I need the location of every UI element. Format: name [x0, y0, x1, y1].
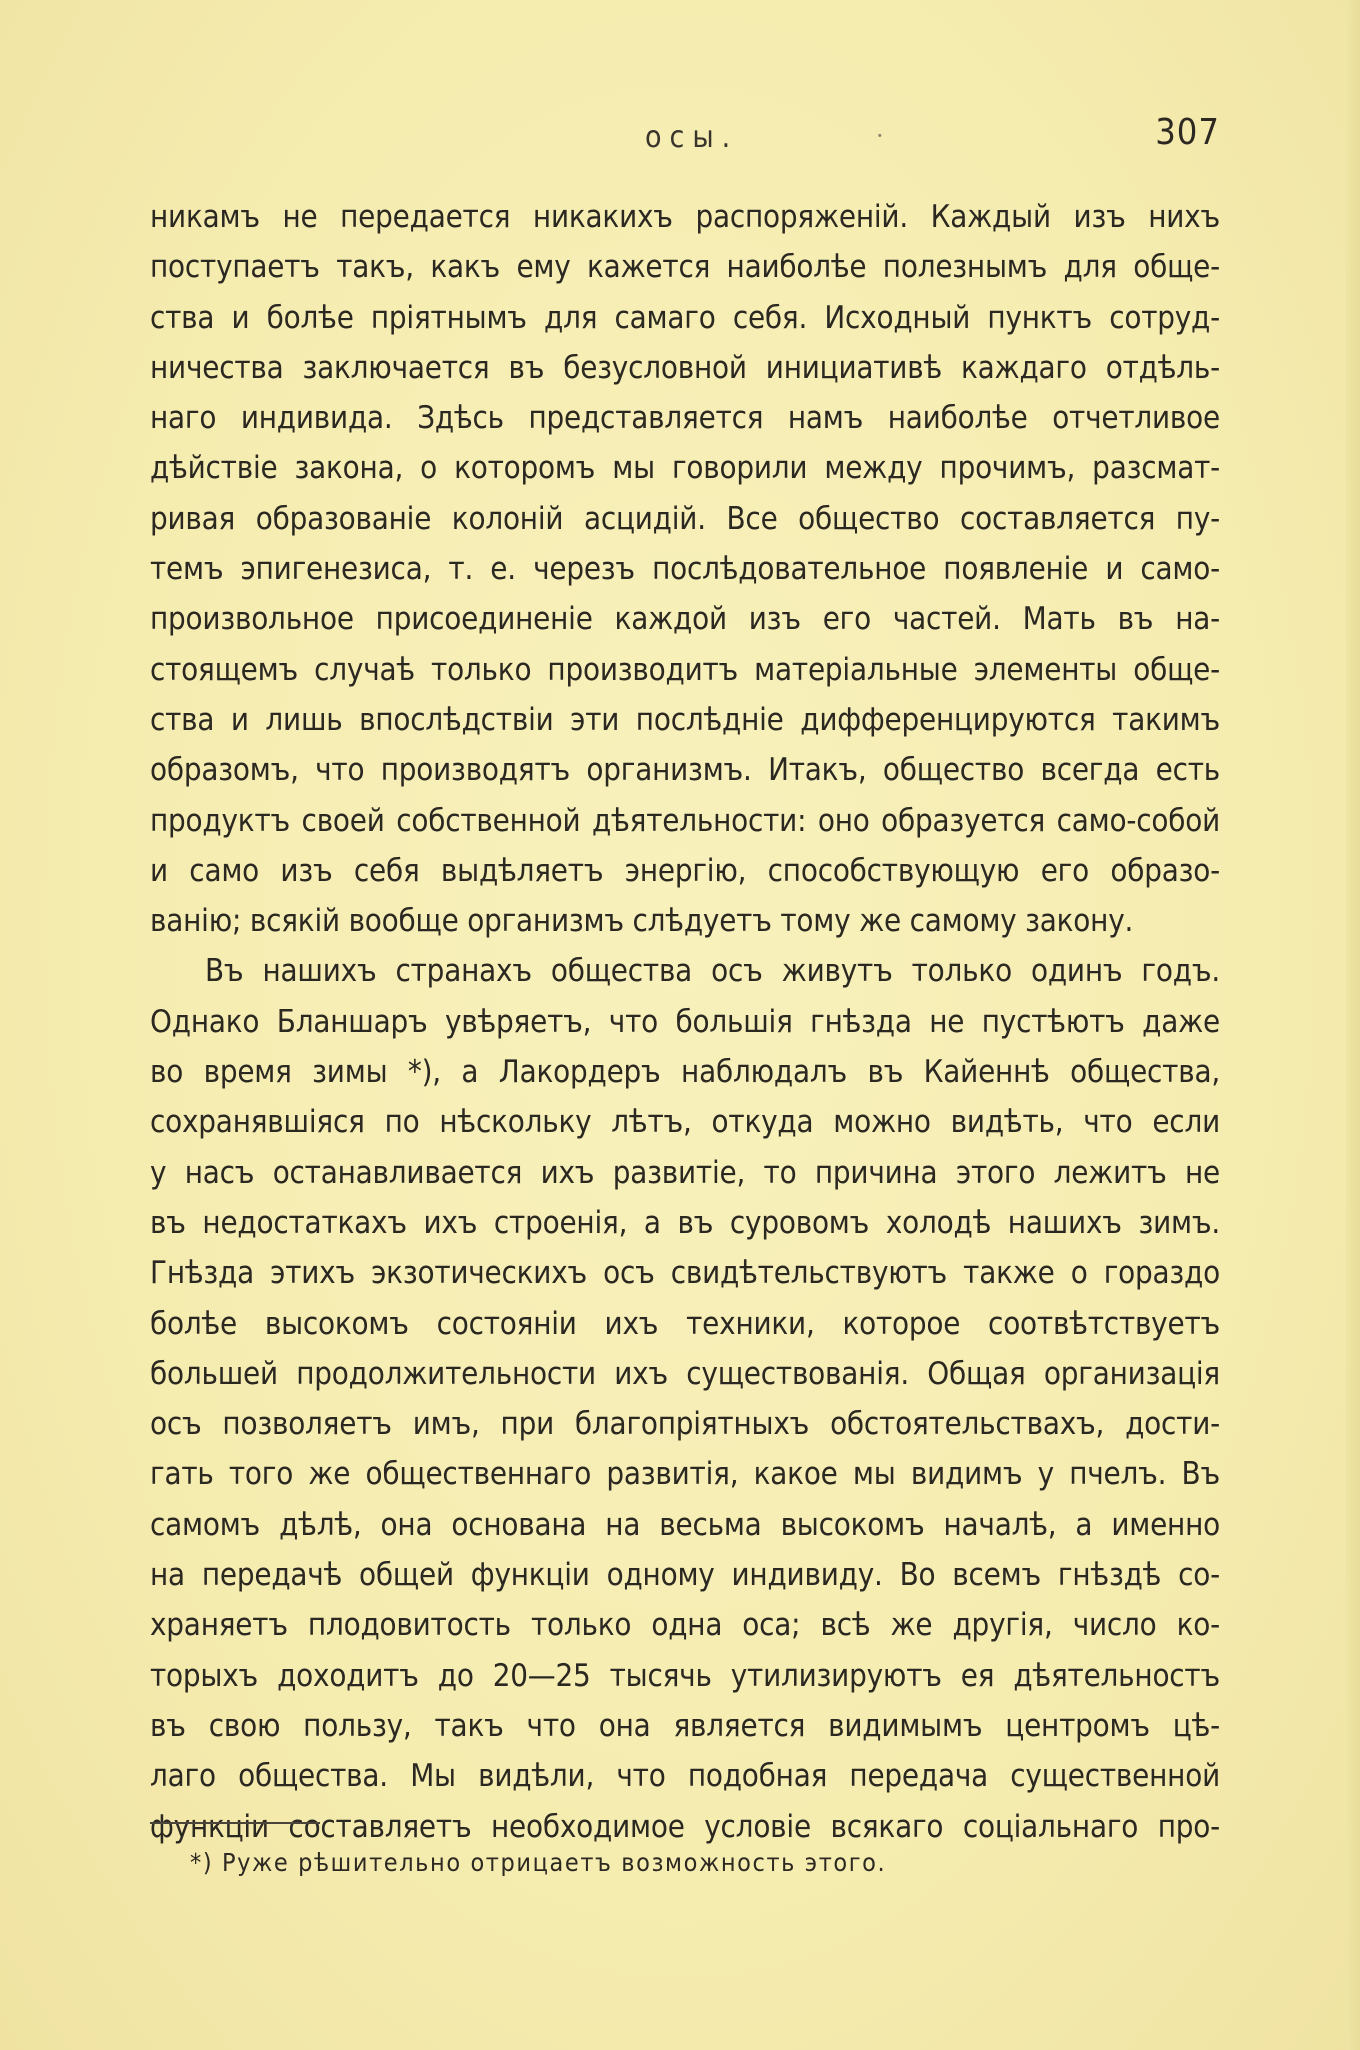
header-dot: · — [876, 122, 884, 150]
text-line: у насъ останавливается ихъ развитіе, то причина этого лежитъ не — [150, 1154, 1220, 1191]
page-number: 307 — [1155, 112, 1220, 153]
text-line: ривая образованіе колоній асцидій. Все общество составляется пу- — [150, 500, 1220, 537]
text-line: ства и лишь впослѣдствіи эти послѣдніе дифференцируются такимъ — [150, 701, 1220, 738]
text-line: поступаетъ такъ, какъ ему кажется наиболѣе полезнымъ для обще- — [150, 249, 1220, 286]
text-line: Въ нашихъ странахъ общества осъ живутъ только одинъ годъ. — [205, 953, 1220, 990]
text-line: образомъ, что производятъ организмъ. Итакъ, общество всегда есть — [150, 752, 1220, 789]
text-line: и само изъ себя выдѣляетъ энергію, способствующую его образо- — [150, 852, 1220, 889]
text-line: осъ позволяетъ имъ, при благопріятныхъ обстоятельствахъ, дости- — [150, 1406, 1220, 1443]
text-line: лаго общества. Мы видѣли, что подобная передача существенной — [150, 1758, 1220, 1795]
page-header — [150, 112, 1220, 162]
text-line: наго индивида. Здѣсь представляется намъ наиболѣе отчетливое — [150, 400, 1220, 437]
text-line: темъ эпигенезиса, т. е. черезъ послѣдовательное появленіе и само- — [150, 551, 1220, 588]
footnote-rule — [150, 1822, 320, 1824]
text-line: во время зимы *), а Лакордеръ наблюдалъ въ Кайеннѣ общества, — [150, 1054, 1220, 1091]
text-line: храняетъ плодовитость только одна оса; всѣ же другія, число ко- — [150, 1607, 1220, 1644]
text-line: въ недостаткахъ ихъ строенія, а въ суровомъ холодѣ нашихъ зимъ. — [150, 1204, 1220, 1241]
text-line: продуктъ своей собственной дѣятельности: оно образуется само-собой — [150, 802, 1220, 839]
text-line: ванію; всякій вообще организмъ слѣдуетъ тому же самому закону. — [150, 903, 1134, 940]
text-line: торыхъ доходитъ до 20—25 тысячь утилизируютъ ея дѣятельностъ — [150, 1657, 1220, 1694]
text-line: Однако Бланшаръ увѣряетъ, что большія гнѣзда не пустѣютъ даже — [150, 1003, 1220, 1040]
text-line: гать того же общественнаго развитія, какое мы видимъ у пчелъ. Въ — [150, 1456, 1220, 1493]
text-line: ства и болѣе пріятнымъ для самаго себя. Исходный пунктъ сотруд- — [150, 299, 1220, 336]
body-text — [150, 192, 1220, 1852]
text-line: сохранявшіяся по нѣскольку лѣтъ, откуда можно видѣть, что если — [150, 1104, 1220, 1141]
running-title: осы. — [645, 120, 739, 155]
text-line: на передачѣ общей функціи одному индивиду. Во всемъ гнѣздѣ со- — [150, 1557, 1220, 1594]
text-line: болѣе высокомъ состояніи ихъ техники, которое соотвѣтствуетъ — [150, 1305, 1220, 1342]
page-edge — [1346, 0, 1360, 2050]
text-line: Гнѣзда этихъ экзотическихъ осъ свидѣтельствуютъ также о гораздо — [150, 1255, 1220, 1292]
text-line: дѣйствіе закона, о которомъ мы говорили между прочимъ, разсмат- — [150, 450, 1220, 487]
text-line: стоящемъ случаѣ только производитъ матеріальные элементы обще- — [150, 651, 1220, 688]
text-line: функціи составляетъ необходимое условіе всякаго соціальнаго про- — [150, 1808, 1220, 1845]
text-line: большей продолжительности ихъ существованія. Общая организація — [150, 1355, 1220, 1392]
text-line: никамъ не передается никакихъ распоряженій. Каждый изъ нихъ — [150, 199, 1220, 235]
text-line: самомъ дѣлѣ, она основана на весьма высокомъ началѣ, а именно — [150, 1506, 1220, 1543]
footnote: *) Руже рѣшительно отрицаетъ возможность этого. — [190, 1848, 887, 1877]
text-line: ничества заключается въ безусловной инициативѣ каждаго отдѣль- — [150, 349, 1220, 386]
text-line: въ свою пользу, такъ что она является видимымъ центромъ цѣ- — [150, 1707, 1220, 1744]
text-line: произвольное присоединеніе каждой изъ его частей. Мать въ на- — [150, 601, 1220, 638]
